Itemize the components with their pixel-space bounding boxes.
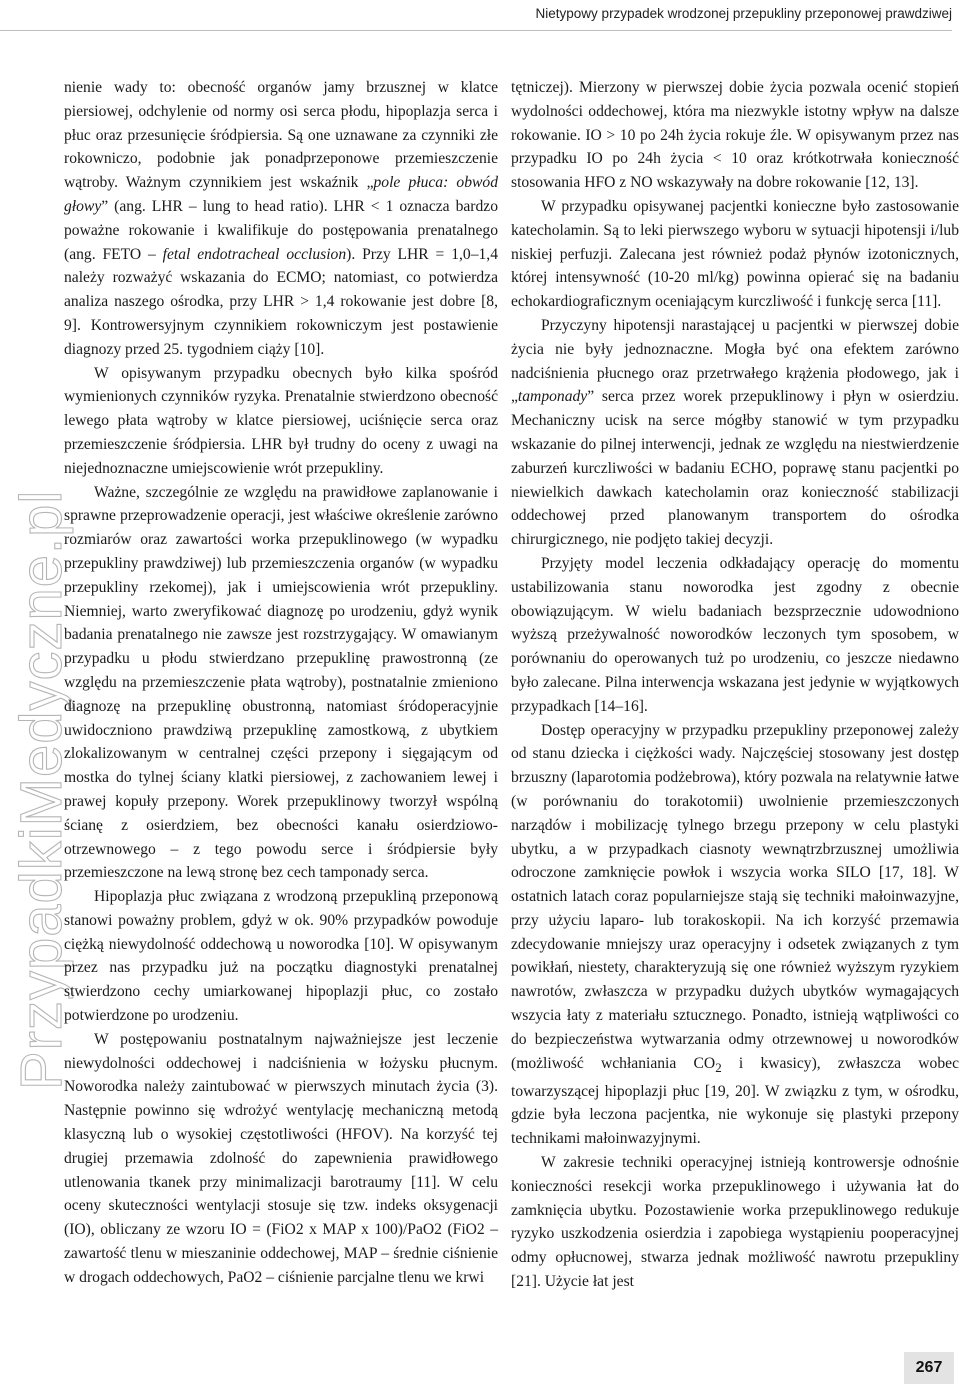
italic-run: fetal endotracheal occlusion xyxy=(162,245,347,263)
text-run: W postępowaniu postnatalnym najważniejsze jest leczenie niewydolności oddechowej i nadciśnienia w łożysku płucnym. Noworodka należy zaintubować w pierwszych minutach życia (3). Następnie powinno się wdrożyć wentylację mechaniczną metodą klasyczną lub o wysokiej częstotliwości (HFOV). Na korzyść tej drugiej przemawia zdolność do zapewnienia prawidłowego utlenowania tkanek przy minimalizacji barotraumy [11]. W celu oceny skuteczności wentylacji stosuje się tzw. indeks oksygenacji (IO), obliczany ze wzoru IO = (FiO2 x MAP x 100)/PaO2 (FiO2 – zawartość tlenu w mieszaninie oddechowej, MAP – średnie ciśnienie w drogach oddechowych, PaO2 – ciśnienie parcjalne tlenu we krwi xyxy=(64,1030,498,1286)
watermark-text: PrzypadkiMedyczne.pl xyxy=(9,489,74,1090)
paragraph xyxy=(511,552,959,719)
text-run: ” serca przez worek przepuklinowy i płyn w osierdziu. Mechaniczny ucisk na serce mógłby stanowić w tym przypadku wskazanie do pilnej interwencji, jednak ze względu na niestwierdzenie zaburzeń kurczliwości w badaniu ECHO, poprawę stanu pacjentki po niewielkich dawkach katecholamin oraz konieczność stabilizacji oddechowej przed planowanym transportem do ośrodka chirurgicznego, nie podjęto takiej decyzji. xyxy=(511,388,959,549)
paragraph xyxy=(64,481,498,886)
text-run: W opisywanym przypadku obecnych było kilka spośród wymienionych czynników ryzyka. Prenatalnie stwierdzono obecność lewego płata wątroby w klatce piersiowej, uciśnięcie serca oraz przemieszczenie śródpiersia. LHR był trudny do oceny z uwagi na niejednoznaczne umiejscowienie wrót przepukliny. xyxy=(64,364,498,477)
running-head-title: Nietypowy przypadek wrodzonej przepukliny przeponowej prawdziwej xyxy=(535,6,952,21)
running-head xyxy=(0,0,952,31)
paragraph xyxy=(511,719,959,1151)
text-run: ). Przy LHR = 1,0–1,4 należy rozważyć wskazania do ECMO; natomiast, co potwierdza analiza naszego ośrodka, przy LHR > 1,4 rokowanie jest dobre [8, 9]. Kontrowersyjnym czynnikiem rokowniczym jest postawienie diagnozy przed 25. tygodniem ciąży [10]. xyxy=(64,245,498,358)
text-run: Przyczyny hipotensji narastającej u pacjentki w pierwszej dobie życia nie były jednoznaczne. Mogła być ona efektem zarówno nadciśnienia płucnego oraz przetrwałego krążenia płodowego, jak i „ xyxy=(511,316,959,406)
paragraph xyxy=(64,362,498,481)
italic-run: pole płuca: obwód głowy xyxy=(64,174,498,215)
paragraph xyxy=(64,1028,498,1290)
paragraph xyxy=(511,1151,959,1294)
paragraph xyxy=(64,76,498,362)
text-run: Dostęp operacyjny w przypadku przepukliny przeponowej zależy od stanu dziecka i ciężkości wady. Najczęściej stosowany jest dostęp brzuszny (laparotomia podżebrowa), który pozwala na relatywnie łatwe (w porównaniu do torakotomii) uwolnienie przemieszczonych narządów i mobilizację tylnego brzegu przepony w celu plastyki ubytku, a w przypadkach ciasnoty wewnątrzbrzusznej umożliwia odroczone zamknięcie powłok i wszycia worka SILO [17, 18]. W ostatnich latach coraz popularniejsze stają się techniki małoinwazyjne, przy użyciu laparo- lub torakoskopii. Na ich korzyść przemawia zdecydowanie mniejszy uraz operacyjny i odsetek związanych z tym powikłań, niestety, charakteryzują się one również wyższym ryzykiem nawrotów, zwłaszcza w przypadku dużych ubytków wymagających wszycia łaty z materiału sztucznego. Ponadto, istnieją wątpliwości co do bezpieczeństwa wytwarzania odmy otrzewnowej u noworodków (możliwość wchłaniania CO xyxy=(511,721,959,1072)
italic-run: tamponady xyxy=(517,388,588,406)
left-column xyxy=(64,76,498,1290)
paragraph xyxy=(511,195,959,314)
subscript-run: 2 xyxy=(715,1059,722,1075)
text-run: Przyjęty model leczenia odkładający operację do momentu ustabilizowania stanu noworodka jest zgodny z obecnie obowiązującym. W wielu badaniach bezsprzecznie udowodniono wyższą przeżywalność noworodków leczonych tym sposobem, w porównaniu do operowanych tuż po urodzeniu, co jeszcze niedawno było zalecane. Pilna interwencja wskazana jest jedynie w wyjątkowych przypadkach [14–16]. xyxy=(511,554,959,715)
text-run: W przypadku opisywanej pacjentki konieczne było zastosowanie katecholamin. Są to leki pierwszego wyboru w sytuacji hipotensji i/lub niskiej perfuzji. Zalecana jest również podaż płynów izotonicznych, której intensywność (10-20 ml/kg) powinna opierać się na badaniu echokardiograficznym oceniającym kurczliwość i funkcję serca [11]. xyxy=(511,197,959,311)
text-run: nienie wady to: obecność organów jamy brzusznej w klatce piersiowej, odchylenie od normy osi serca płodu, hipoplazja serca i płuc oraz przesunięcie śródpiersia. Są one uznawane za czynniki złe rokowniczo, podobnie jak ponadprzeponowe przemieszczenie wątroby. Ważnym czynnikiem jest wskaźnik „ xyxy=(64,79,498,192)
text-run: tętniczej). Mierzony w pierwszej dobie życia pozwala ocenić stopień wydolności oddechowej, która ma niezwykle istotny wpływ na dalsze rokowanie. IO > 10 po 24h życia rokuje źle. W opisywanym przez nas przypadku IO po 24h życia < 10 oraz krótkotrwała konieczność stosowania HFO z NO wskazywały na dobre rokowanie [12, 13]. xyxy=(511,79,959,192)
right-column xyxy=(511,76,959,1294)
text-run: Ważne, szczególnie ze względu na prawidłowe zaplanowanie i sprawne przeprowadzenie operacji, jest właściwe określenie zarówno rozmiarów oraz zawartości worka przepuklinowego (w wypadku przepukliny prawdziwej) lub przemieszczenia organów (w wypadku przepukliny rzekomej), jak i umiejscowienia wrót przepukliny. Niemniej, warto zweryfikować diagnozę po urodzeniu, gdyż wynik badania prenatalnego nie zawsze jest rozstrzygający. W omawianym przypadku u płodu stwierdzano przepuklinę prawostronną (ze względu na przemieszczenie płata wątroby), postnatalnie zmieniono diagnozę na przepuklinę obustronną, natomiast śródoperacyjnie uwidoczniono prawdziwą przepuklinę zamostkową, z ubytkiem zlokalizowanym w centralnej części przepony i sięgającym od mostka do tylnej ściany klatki piersiowej, z zachowaniem lewej i prawej kopuły przepony. Worek przepuklinowy tworzył wspólną ścianę z osierdziem, bez obecności kanału osierdziowo-otrzewnowego – z tego powodu serce i śródpiersie były przemieszczone na lewą stronę bez cech tamponady serca. xyxy=(64,483,498,882)
text-run: Hipoplazja płuc związana z wrodzoną przepukliną przeponową stanowi poważny problem, gdyż w ok. 90% przypadków powoduje ciężką niewydolność oddechową u noworodka [10]. W opisywanym przez nas przypadku już na początku diagnostyki prenatalnej stwierdzono cechy umiarkowanej hipoplazji płuc, co zostało potwierdzone po urodzeniu. xyxy=(64,888,498,1025)
page-number xyxy=(904,1352,954,1384)
text-run: i kwasicy), zwłaszcza wobec towarzyszącej hipoplazji płuc [19, 20]. W związku z tym, w ośrodku, gdzie była leczona pacjentka, nie wykonuje się plastyki przepony technikami małoinwazyjnymi. xyxy=(511,1054,959,1148)
text-run: ” (ang. LHR – lung to head ratio). LHR < 1 oznacza bardzo poważne rokowanie i kwalifikuje do postępowania prenatalnego (ang. FETO – xyxy=(64,197,498,263)
text-run: W zakresie techniki operacyjnej istnieją kontrowersje odnośnie konieczności resekcji worka przepuklinowego i używania łat do zamknięcia ubytku. Pozostawienie worka przepuklinowego redukuje ryzyko uszkodzenia osierdzia i zapobiega wystąpieniu pooperacyjnej odmy opłucnowej, stwarza jednak możliwość nawrotu przepukliny [21]. Użycie łat jest xyxy=(511,1153,959,1290)
paragraph xyxy=(64,885,498,1028)
page-number-text: 267 xyxy=(915,1359,943,1376)
paragraph xyxy=(511,76,959,195)
paragraph xyxy=(511,314,959,552)
